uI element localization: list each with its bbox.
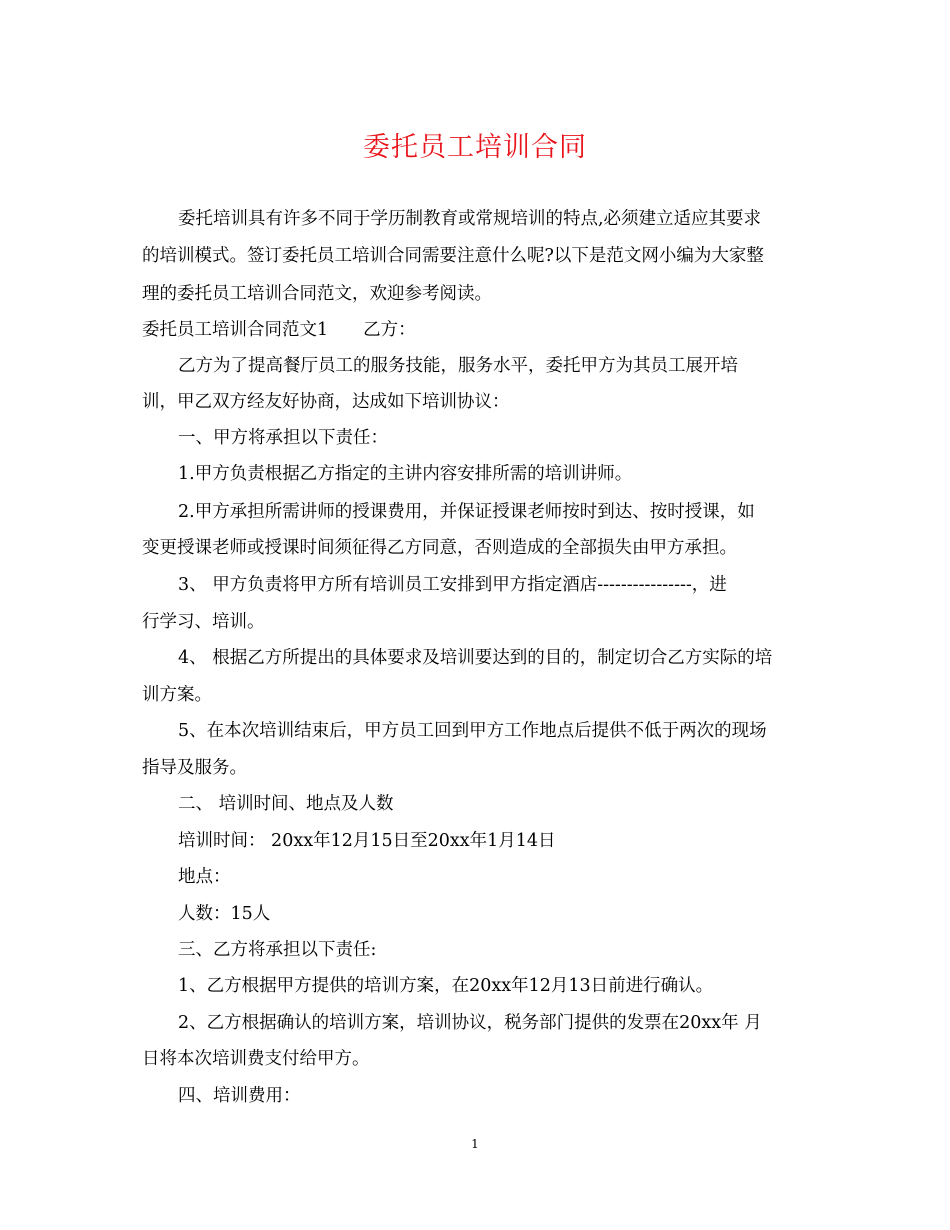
clause-heading: 二、 培训时间、地点及人数	[178, 794, 394, 814]
clause-heading: 四、培训费用：	[178, 1086, 301, 1106]
paragraph-line: 指导及服务。	[142, 758, 247, 778]
paragraph-line: 训，甲乙双方经友好协商，达成如下培训协议：	[142, 392, 510, 412]
paragraph-line: 地点：	[178, 867, 231, 887]
paragraph-line: 培训时间： 20xx年12月15日至20xx年1月14日	[178, 831, 556, 851]
paragraph-line: 1、乙方根据甲方提供的培训方案，在20xx年12月13日前进行确认。	[178, 976, 714, 996]
paragraph-line: 4、 根据乙方所提出的具体要求及培训要达到的目的，制定切合乙方实际的培	[178, 648, 773, 668]
clause-heading: 三、乙方将承担以下责任:	[178, 940, 377, 960]
paragraph-line: 理的委托员工培训合同范文，欢迎参考阅读。	[142, 284, 492, 304]
paragraph-line: 人数：15人	[178, 904, 271, 924]
paragraph-line: 的培训模式。签订委托员工培训合同需要注意什么呢?以下是范文网小编为大家整	[142, 246, 764, 266]
document-title: 委托员工培训合同	[363, 132, 587, 163]
paragraph-line: 委托培训具有许多不同于学历制教育或常规培训的特点,必须建立适应其要求	[178, 209, 762, 229]
section-heading: 委托员工培训合同范文1 乙方：	[142, 320, 416, 340]
paragraph-line: 5、在本次培训结束后，甲方员工回到甲方工作地点后提供不低于两次的现场	[178, 721, 767, 741]
paragraph-line: 乙方为了提高餐厅员工的服务技能，服务水平，委托甲方为其员工展开培	[178, 356, 738, 376]
paragraph-line: 2.甲方承担所需讲师的授课费用，并保证授课老师按时到达、按时授课，如	[178, 502, 755, 522]
paragraph-line: 行学习、培训。	[142, 612, 265, 632]
page-number: 1	[471, 1137, 479, 1151]
paragraph-line: 2、乙方根据确认的培训方案，培训协议，税务部门提供的发票在20xx年 月	[178, 1013, 762, 1033]
paragraph-line: 训方案。	[142, 685, 212, 705]
clause-heading: 一、甲方将承担以下责任：	[178, 428, 388, 448]
paragraph-line: 1.甲方负责根据乙方指定的主讲内容安排所需的培训讲师。	[178, 464, 633, 484]
paragraph-line: 3、 甲方负责将甲方所有培训员工安排到甲方指定酒店----------------，进	[178, 575, 727, 595]
paragraph-line: 日将本次培训费支付给甲方。	[142, 1049, 370, 1069]
paragraph-line: 变更授课老师或授课时间须征得乙方同意，否则造成的全部损失由甲方承担。	[142, 538, 737, 558]
